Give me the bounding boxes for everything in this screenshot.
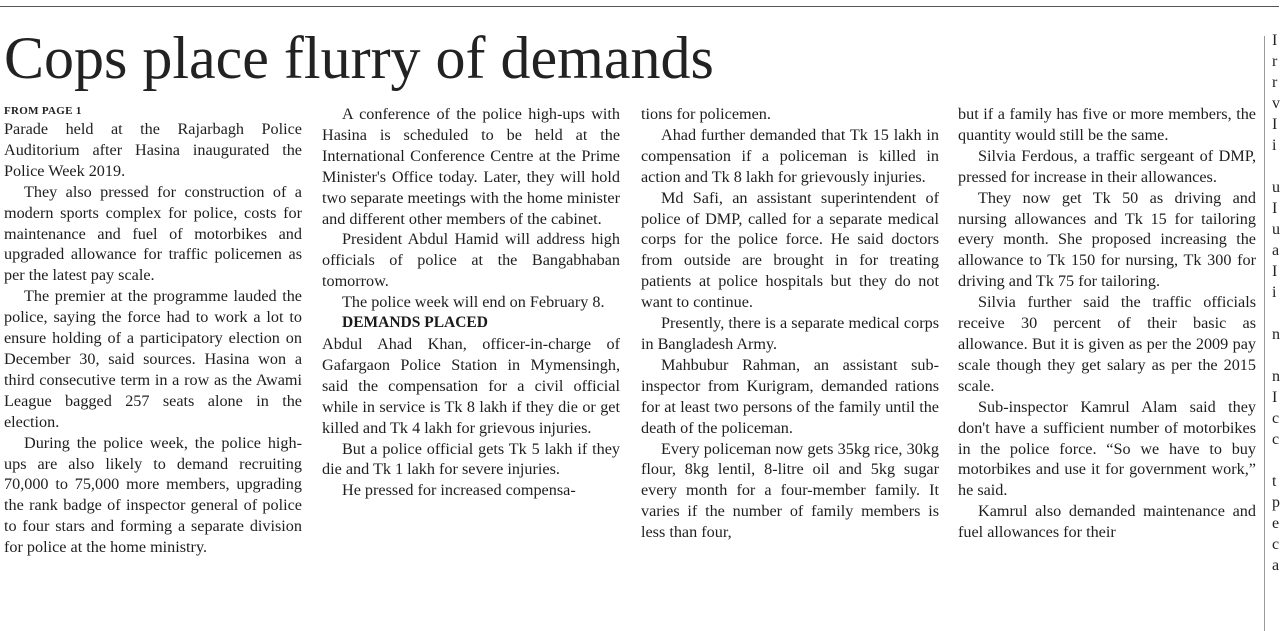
paragraph: Abdul Ahad Khan, officer-in-charge of Gafargaon Police Station in Mymensingh, said the compensation for a civil official while in service is Tk 8 lakh if they die or get killed and Tk 4 lakh for grievous injuries. xyxy=(322,334,620,437)
paragraph: A conference of the police high-ups with Hasina is scheduled to be held at the International Conference Centre at the Prime Minister's Office today. Later, they will hold two separate meetings with the home minister and different other members of the cabinet. xyxy=(322,105,620,228)
paragraph: but if a family has five or more members, the quantity would still be the same. xyxy=(958,105,1256,144)
paragraph: tions for policemen. xyxy=(641,105,771,123)
paragraph: Mahbubur Rahman, an assistant sub-inspector from Kurigram, demanded rations for at least two persons of the family until the death of the policeman. xyxy=(641,355,939,437)
fragment-letter: p xyxy=(1272,494,1280,511)
fragment-letter: I xyxy=(1272,200,1278,217)
article-headline: Cops place flurry of demands xyxy=(4,25,714,91)
fragment-letter: r xyxy=(1272,53,1278,70)
paragraph: Ahad further demanded that Tk 15 lakh in compensation if a policeman is killed in action and Tk 8 lakh for grievously injuries. xyxy=(641,125,939,186)
paragraph: Parade held at the Rajarbagh Police Auditorium after Hasina inaugurated the Police Week 2019. xyxy=(4,120,302,180)
top-rule xyxy=(0,6,1279,7)
paragraph: Silvia Ferdous, a traffic sergeant of DMP, pressed for increase in their allowances. xyxy=(958,146,1256,186)
fragment-letter: v xyxy=(1272,95,1280,112)
paragraph: They now get Tk 50 as driving and nursing allowances and Tk 15 for tailoring every month. She proposed increasing the allowance to Tk 150 for nursing, Tk 300 for driving and Tk 75 for tailoring. xyxy=(958,188,1256,291)
paragraph: Presently, there is a separate medical corps in Bangladesh Army. xyxy=(641,314,939,353)
paragraph: Every policeman now gets 35kg rice, 30kg flour, 8kg lentil, 8-litre oil and 5kg sugar every month for a four-member family. It varies if the number of family members is less than four, xyxy=(641,439,939,542)
column-divider xyxy=(1264,36,1265,631)
fragment-letter: u xyxy=(1272,221,1280,238)
fragment-letter: i xyxy=(1272,284,1277,301)
article-column-3 xyxy=(641,104,939,631)
fragment-letter: t xyxy=(1272,473,1277,490)
paragraph: During the police week, the police high-ups are also likely to demand recruiting 70,000 to 75,000 more members, upgrading the rank badge of inspector general of police to four stars and forming a separate division for police at the home ministry. xyxy=(4,433,302,557)
fragment-letter: c xyxy=(1272,410,1280,427)
fragment-letter xyxy=(1272,345,1279,366)
fragment-letter: a xyxy=(1272,242,1280,259)
fragment-letter: i xyxy=(1272,137,1277,154)
fragment-letter: c xyxy=(1272,536,1280,553)
paragraph: The police week will end on February 8. xyxy=(342,293,605,312)
article-column-4 xyxy=(958,104,1256,631)
article-column-2 xyxy=(322,104,620,631)
fragment-letter xyxy=(1272,303,1279,324)
continuation-kicker: FROM PAGE 1 xyxy=(4,105,82,117)
paragraph: The premier at the programme lauded the police, saying the force had to work a lot to ensure holding of a participatory election on December 30, said sources. Hasina won a third consecutive term in a row as the Awami League bagged 257 seats alone in the election. xyxy=(4,287,302,431)
fragment-letter: u xyxy=(1272,179,1280,196)
fragment-letter xyxy=(1272,156,1279,177)
fragment-letter: I xyxy=(1272,116,1278,133)
paragraph: They also pressed for construction of a modern sports complex for police, costs for maintenance and fuel of motorbikes and upgraded allowance for traffic policemen as per the latest pay scale. xyxy=(4,182,302,285)
paragraph: Silvia further said the traffic officials receive 30 percent of their basic as allowance. But it is given as per the 2009 pay scale though they get salary as per the 2015 scale. xyxy=(958,293,1256,395)
fragment-letter: e xyxy=(1272,515,1280,532)
paragraph: Sub-inspector Kamrul Alam said they don't have a sufficient number of motorbikes in the police force. “So we have to buy motorbikes and use it for government work,” he said. xyxy=(958,397,1256,500)
fragment-letter xyxy=(1272,450,1279,471)
fragment-letter: a xyxy=(1272,557,1280,574)
paragraph: But a police official gets Tk 5 lakh if they die and Tk 1 lakh for severe injuries. xyxy=(322,439,620,479)
fragment-letter: r xyxy=(1272,74,1278,91)
paragraph: He pressed for increased compensa- xyxy=(342,481,576,500)
section-subhead: DEMANDS PLACED xyxy=(342,314,488,332)
adjacent-article-fragment xyxy=(1272,30,1279,631)
fragment-letter: I xyxy=(1272,389,1278,406)
fragment-letter: I xyxy=(1272,263,1278,280)
article-column-1 xyxy=(4,104,302,631)
fragment-letter: n xyxy=(1272,326,1280,343)
paragraph: Md Safi, an assistant superintendent of police of DMP, called for a separate medical corps for the police force. He said doctors from outside are brought in for treating patients at police hospitals but they do not want to continue. xyxy=(641,188,939,312)
fragment-letter: c xyxy=(1272,431,1280,448)
paragraph: Kamrul also demanded maintenance and fuel allowances for their xyxy=(958,502,1256,542)
paragraph: President Abdul Hamid will address high officials of police at the Bangabhaban tomorrow. xyxy=(322,230,620,291)
fragment-letter: n xyxy=(1272,368,1280,385)
fragment-letter: I xyxy=(1272,32,1278,49)
